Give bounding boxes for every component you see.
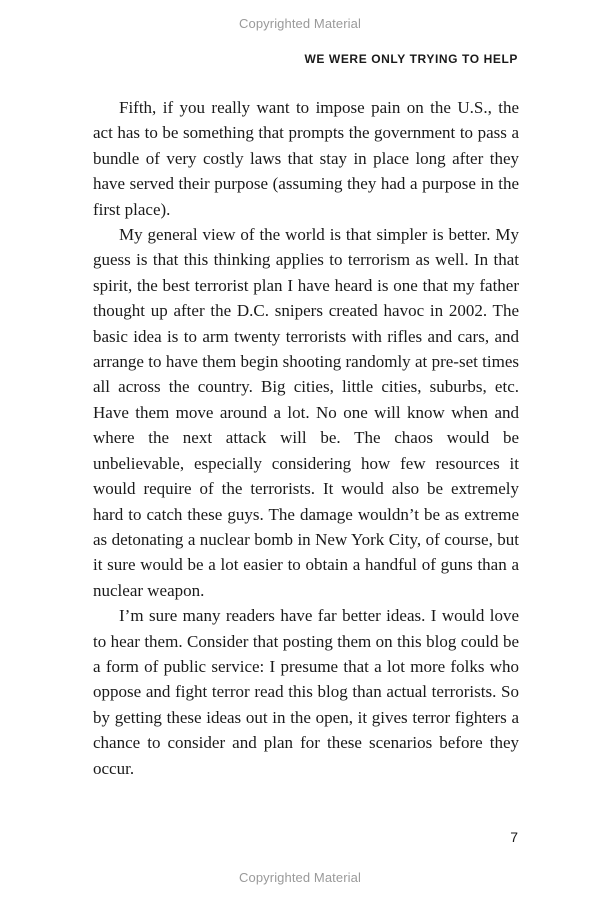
paragraph: Fifth, if you really want to impose pain on the U.S., the act has to be something that prompts the government to pass a bundle of very costly laws that stay in place long after they have served their purpose (assuming they had a purpose in the first place). — [93, 98, 519, 219]
copyright-watermark-top: Copyrighted Material — [239, 16, 361, 31]
page-number: 7 — [510, 829, 518, 845]
paragraph: My general view of the world is that simpler is better. My guess is that this thinking applies to terrorism as well. In that spirit, the best terrorist plan I have heard is one that my father thought up after the D.C. snipers created havoc in 2002. The basic idea is to arm twenty terrorists with rifles and cars, and arrange to have them begin shooting randomly at pre-set times all across the country. Big cities, little cities, suburbs, etc. Have them move around a lot. No one will know when and where the next attack will be. The chaos would be unbelievable, especially considering how few resources it would require of the terrorists. It would also be extremely hard to catch these guys. The damage wouldn’t be as extreme as detonating a nuclear bomb in New York City, of course, but it sure would be a lot easier to obtain a handful of guns than a nuclear weapon. — [93, 225, 519, 600]
running-head: WE WERE ONLY TRYING TO HELP — [304, 52, 518, 66]
paragraph: I’m sure many readers have far better ideas. I would love to hear them. Consider that posting them on this blog could be a form of public service: I presume that a lot more folks who oppose and fight terror read this blog than actual terrorists. So by getting these ideas out in the open, it gives terror fighters a chance to consider and plan for these scenarios before they occur. — [93, 606, 519, 778]
body-text — [93, 95, 519, 781]
copyright-watermark-bottom: Copyrighted Material — [239, 870, 361, 885]
